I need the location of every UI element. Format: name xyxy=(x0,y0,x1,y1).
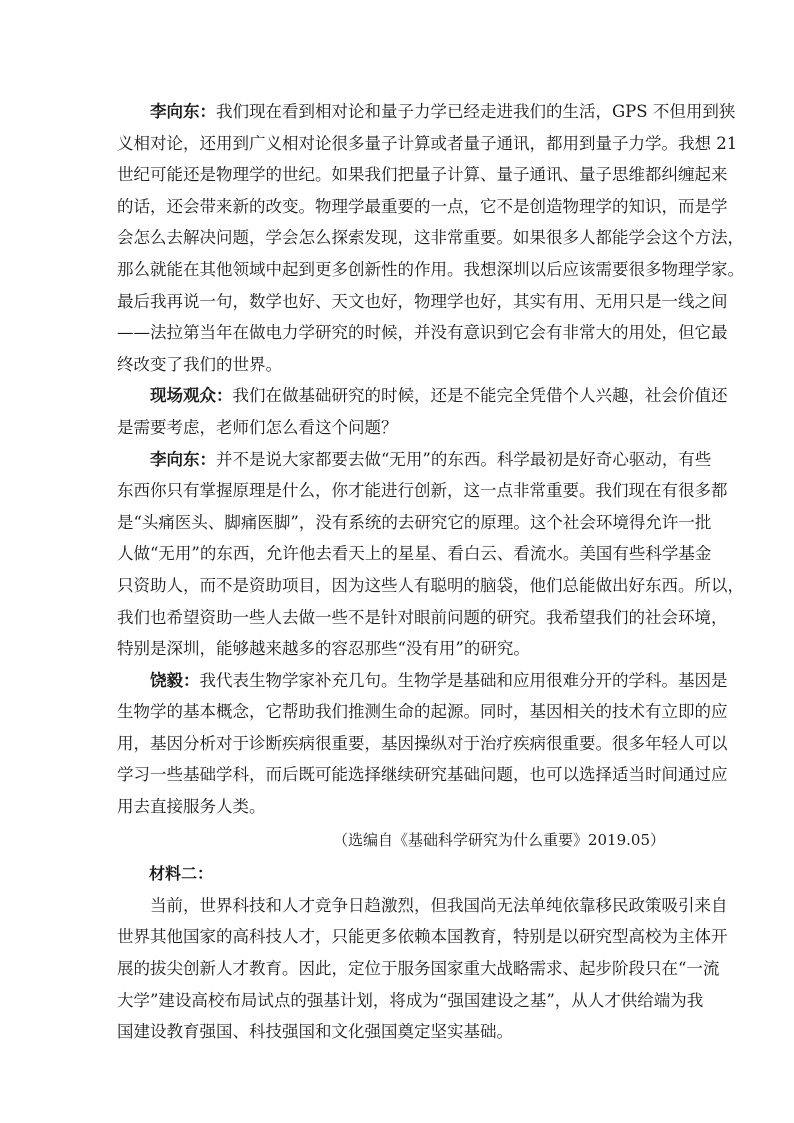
text-line: 当前，世界科技和人才竞争日趋激烈，但我国尚无法单纯依靠移民政策吸引来自 xyxy=(150,895,728,915)
text-line: 大学”建设高校布局试点的强基计划，将成为“强国建设之基”，从人才供给端为我 xyxy=(117,990,704,1010)
paragraph-material-2 xyxy=(117,890,728,1048)
text-line: 我代表生物学家补充几句。生物学是基础和应用很难分开的学科。基因是 xyxy=(199,670,728,690)
text-line: 终改变了我们的世界。 xyxy=(117,354,282,374)
text-line: 义相对论，还用到广义相对论很多量子计算或者量子通讯，都用到量子力学。我想 21 xyxy=(117,133,738,153)
source-citation: （选编自《基础科学研究为什么重要》2019.05） xyxy=(332,830,665,849)
text-line: 学习一些基础学科，而后既可能选择继续研究基础问题，也可以选择适当时间通过应 xyxy=(117,765,728,785)
text-line: 东西你只有掌握原理是什么，你才能进行创新，这一点非常重要。我们现在有很多都 xyxy=(117,481,728,501)
speaker-name: 李向东： xyxy=(150,102,216,121)
text-line: 我们也希望资助一些人去做一些不是针对眼前问题的研究。我希望我们的社会环境， xyxy=(117,607,728,627)
text-line: ——法拉第当年在做电力学研究的时候，并没有意识到它会有非常大的用处，但它最 xyxy=(117,323,728,343)
text-line: 是需要考虑，老师们怎么看这个问题？ xyxy=(117,417,398,437)
text-line: 国建设教育强国、科技强国和文化强国奠定坚实基础。 xyxy=(117,1022,513,1042)
speaker-name: 饶毅： xyxy=(150,670,200,690)
text-line: 用去直接服务人类。 xyxy=(117,797,266,817)
text-line: 是“头痛医头、脚痛医脚”，没有系统的去研究它的原理。这个社会环境得允许一批 xyxy=(117,512,712,532)
section-heading: 材料二： xyxy=(149,864,214,884)
text-line: 生物学的基本概念，它帮助我们推测生命的起源。同时，基因相关的技术有立即的应 xyxy=(117,702,728,722)
speaker-name: 现场观众： xyxy=(150,386,233,406)
text-line: 世界其他国家的高科技人才，只能更多依赖本国教育，特别是以研究型高校为主体开 xyxy=(117,927,728,947)
text-line: 的话，还会带来新的改变。物理学最重要的一点，它不是创造物理学的知识，而是学 xyxy=(117,196,728,216)
paragraph-li-xiangdong-1 xyxy=(117,96,744,380)
text-line: 只资助人，而不是资助项目，因为这些人有聪明的脑袋，他们总能做出好东西。所以， xyxy=(117,575,744,595)
paragraph-audience xyxy=(117,380,728,443)
text-line: 那么就能在其他领域中起到更多创新性的作用。我想深圳以后应该需要很多物理学家。 xyxy=(117,259,744,279)
text-line: 特别是深圳，能够越来越多的容忍那些“没有用”的研究。 xyxy=(117,639,530,659)
text-line: 并不是说大家都要去做“无用”的东西。科学最初是好奇心驱动，有些 xyxy=(216,449,712,469)
paragraph-li-xiangdong-2 xyxy=(117,444,744,665)
text-line: 会怎么去解决问题，学会怎么探索发现，这非常重要。如果很多人都能学会这个方法， xyxy=(117,228,744,248)
text-line: 世纪可能还是物理学的世纪。如果我们把量子计算、量子通讯、量子思维都纠缠起来 xyxy=(117,165,728,185)
text-line: 用，基因分析对于诊断疾病很重要，基因操纵对于治疗疾病很重要。很多年轻人可以 xyxy=(117,733,728,753)
speaker-name: 李向东： xyxy=(150,449,216,469)
text-line: 人做“无用”的东西，允许他去看天上的星星、看白云、看流水。美国有些科学基金 xyxy=(117,544,712,564)
paragraph-rao-yi xyxy=(117,665,728,823)
text-line: 我们现在看到相对论和量子力学已经走进我们的生活，GPS 不但用到狭 xyxy=(216,102,736,121)
document-body xyxy=(117,96,744,1048)
text-line: 展的拔尖创新人才教育。因此，定位于服务国家重大战略需求、起步阶段只在“一流 xyxy=(117,959,720,979)
text-line: 我们在做基础研究的时候，还是不能完全凭借个人兴趣，社会价值还 xyxy=(232,386,728,406)
text-line: 最后我再说一句，数学也好、天文也好，物理学也好，其实有用、无用只是一线之间 xyxy=(117,291,728,311)
